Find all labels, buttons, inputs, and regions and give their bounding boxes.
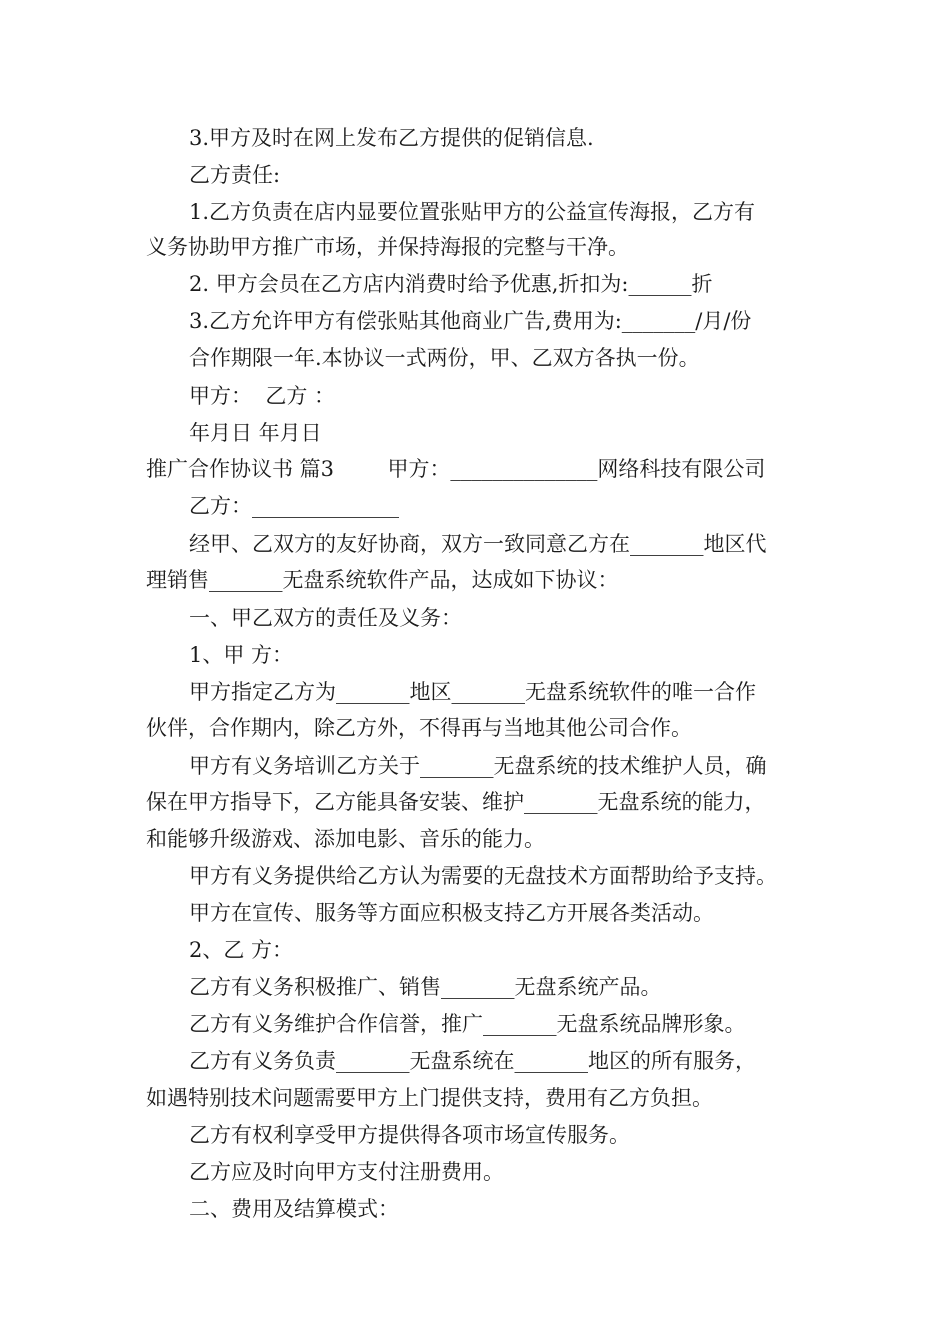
text-line: 和能够升级游戏、添加电影、音乐的能力。 [146, 827, 545, 851]
text-line: 1.乙方负责在店内显要位置张贴甲方的公益宣传海报，乙方有 [189, 200, 756, 224]
text-line: 1、甲 方： [189, 643, 294, 667]
text-line: 甲方有义务提供给乙方认为需要的无盘技术方面帮助给予支持。 [189, 864, 777, 888]
text-line: 二、费用及结算模式： [189, 1197, 399, 1221]
text-line: 2. 甲方会员在乙方店内消费时给予优惠,折扣为:______折 [189, 272, 713, 296]
text-line: 推广合作协议书 篇3 甲方：______________网络科技有限公司 [146, 457, 766, 481]
text-line: 乙方有义务负责_______无盘系统在_______地区的所有服务， [189, 1049, 756, 1073]
text-line: 理销售_______无盘系统软件产品，达成如下协议： [146, 568, 619, 592]
text-line: 经甲、乙双方的友好协商，双方一致同意乙方在_______地区代 [189, 532, 767, 556]
text-line: 乙方责任: [189, 163, 281, 187]
text-line: 合作期限一年.本协议一式两份，甲、乙双方各执一份。 [189, 346, 700, 370]
text-line: 乙方有义务维护合作信誉，推广_______无盘系统品牌形象。 [189, 1012, 746, 1036]
text-line: 3.甲方及时在网上发布乙方提供的促销信息. [189, 126, 594, 150]
text-line: 甲方有义务培训乙方关于_______无盘系统的技术维护人员，确 [189, 754, 767, 778]
text-line: 如遇特别技术问题需要甲方上门提供支持，费用有乙方负担。 [146, 1086, 713, 1110]
text-line: 乙方有义务积极推广、销售_______无盘系统产品。 [189, 975, 662, 999]
text-line: 甲方： 乙方 ： [189, 384, 336, 408]
text-line: 年月日 年月日 [189, 421, 322, 445]
text-line: 保在甲方指导下，乙方能具备安装、维护_______无盘系统的能力， [146, 790, 766, 814]
text-line: 3.乙方允许甲方有偿张贴其他商业广告,费用为:_______/月/份 [189, 309, 752, 333]
text-line: 一、甲乙双方的责任及义务： [189, 606, 462, 630]
text-line: 2、乙 方： [189, 938, 294, 962]
text-line: 乙方：______________ [189, 494, 399, 518]
text-line: 乙方应及时向甲方支付注册费用。 [189, 1160, 504, 1184]
text-line: 义务协助甲方推广市场，并保持海报的完整与干净。 [146, 235, 629, 259]
text-line: 伙伴，合作期内，除乙方外，不得再与当地其他公司合作。 [146, 716, 692, 740]
text-line: 甲方在宣传、服务等方面应积极支持乙方开展各类活动。 [189, 901, 714, 925]
text-line: 乙方有权利享受甲方提供得各项市场宣传服务。 [189, 1123, 630, 1147]
text-line: 甲方指定乙方为_______地区_______无盘系统软件的唯一合作 [189, 680, 756, 704]
